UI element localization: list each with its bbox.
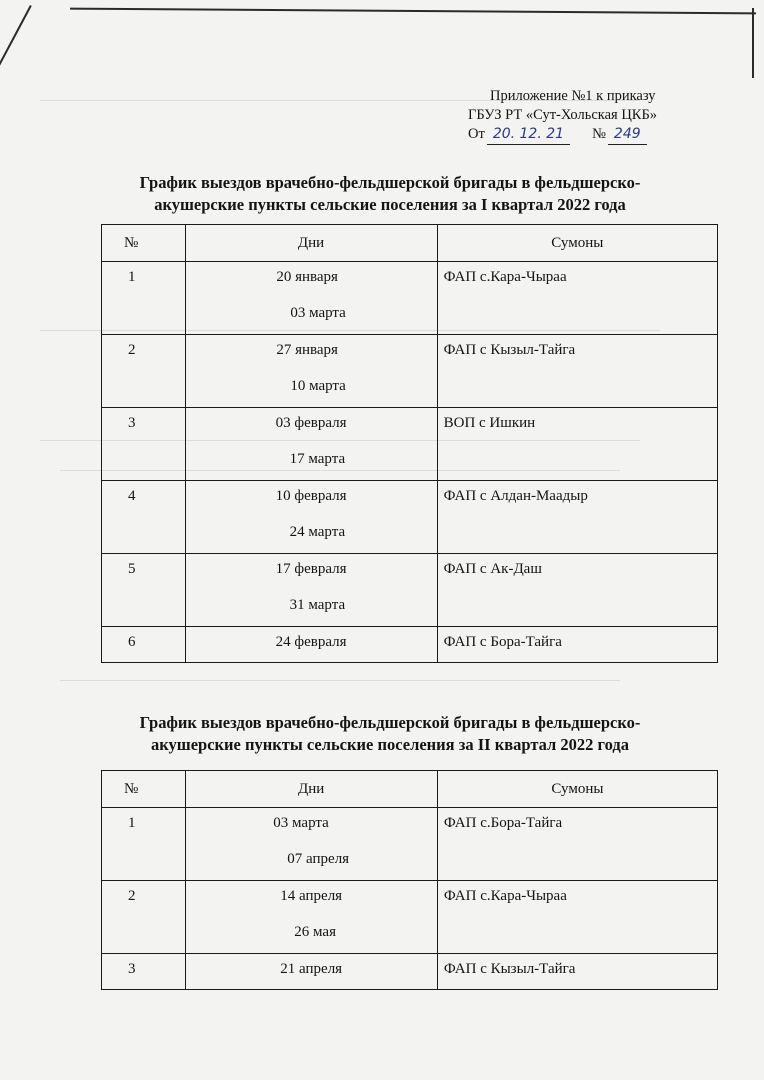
schedule-q1-table (101, 224, 718, 663)
visit-date: 31 марта (289, 597, 346, 613)
title-line: График выездов врачебно-фельдшерской бригады в фельдшерско- (139, 713, 641, 732)
facility-name: ФАП с Алдан-Маадыр (443, 488, 588, 504)
row-number: 1 (128, 269, 136, 285)
table-header-row (102, 771, 718, 808)
column-header-days: Дни (185, 771, 437, 808)
title-line: акушерские пункты сельские поселения за I квартал 2022 года (154, 195, 626, 214)
visit-date: 03 марта (273, 815, 329, 831)
order-reference-header (468, 87, 708, 145)
schedule-q2-title (60, 712, 720, 756)
schedule-q1-title (60, 172, 720, 216)
table-row (102, 262, 718, 335)
facility-name: ФАП с Ак-Даш (443, 561, 542, 577)
visit-date: 21 апреля (280, 961, 343, 977)
visit-date: 10 марта (290, 378, 346, 394)
visit-date: 20 января (276, 269, 338, 285)
facility-name: ФАП с Кызыл-Тайга (443, 342, 576, 358)
facility-name: ФАП с Бора-Тайга (443, 634, 562, 650)
bleed-through-line (60, 680, 620, 681)
row-number: 5 (128, 561, 136, 577)
handwritten-order-number: 249 (608, 125, 647, 145)
title-line: График выездов врачебно-фельдшерской бригады в фельдшерско- (139, 173, 641, 192)
row-number: 1 (128, 815, 136, 831)
order-appendix-line: Приложение №1 к приказу (490, 88, 656, 104)
table-row (102, 335, 718, 408)
visit-date: 17 марта (289, 451, 346, 467)
facility-name: ФАП с.Кара-Чыраа (443, 888, 567, 904)
visit-date: 24 марта (289, 524, 346, 540)
row-number: 2 (128, 342, 136, 358)
table-header-row (102, 225, 718, 262)
number-label: № (592, 126, 606, 142)
row-number: 3 (128, 415, 136, 431)
handwritten-date: 20. 12. 21 (487, 125, 570, 145)
table-row (102, 554, 718, 627)
visit-date: 03 февраля (275, 415, 347, 431)
scan-edge-diagonal (0, 5, 32, 77)
column-header-number: № (102, 771, 186, 808)
visit-date: 26 мая (294, 924, 336, 940)
column-header-number: № (102, 225, 186, 262)
facility-name: ВОП с Ишкин (443, 415, 536, 431)
schedule-q2-table (101, 770, 718, 990)
organization-line: ГБУЗ РТ «Сут-Хольская ЦКБ» (468, 107, 658, 123)
row-number: 2 (128, 888, 136, 904)
table-row (102, 408, 718, 481)
table-row (102, 627, 718, 663)
table-row (102, 881, 718, 954)
visit-date: 07 апреля (287, 851, 350, 867)
row-number: 6 (128, 634, 136, 650)
visit-date: 03 марта (290, 305, 346, 321)
scan-edge-top (70, 8, 756, 15)
column-header-days: Дни (185, 225, 437, 262)
date-label: От (468, 126, 485, 142)
visit-date: 24 февраля (275, 634, 347, 650)
table-row (102, 808, 718, 881)
scan-edge-right (752, 8, 754, 78)
table-row (102, 954, 718, 990)
column-header-sumons: Сумоны (437, 771, 717, 808)
facility-name: ФАП с.Кара-Чыраа (443, 269, 567, 285)
table-row (102, 481, 718, 554)
visit-date: 10 февраля (275, 488, 347, 504)
visit-date: 14 апреля (280, 888, 343, 904)
facility-name: ФАП с Кызыл-Тайга (443, 961, 576, 977)
row-number: 3 (128, 961, 136, 977)
title-line: акушерские пункты сельские поселения за II квартал 2022 года (150, 735, 629, 754)
visit-date: 27 января (276, 342, 338, 358)
order-date-number-line (468, 125, 708, 145)
facility-name: ФАП с.Бора-Тайга (443, 815, 563, 831)
row-number: 4 (128, 488, 136, 504)
visit-date: 17 февраля (275, 561, 347, 577)
column-header-sumons: Сумоны (437, 225, 717, 262)
